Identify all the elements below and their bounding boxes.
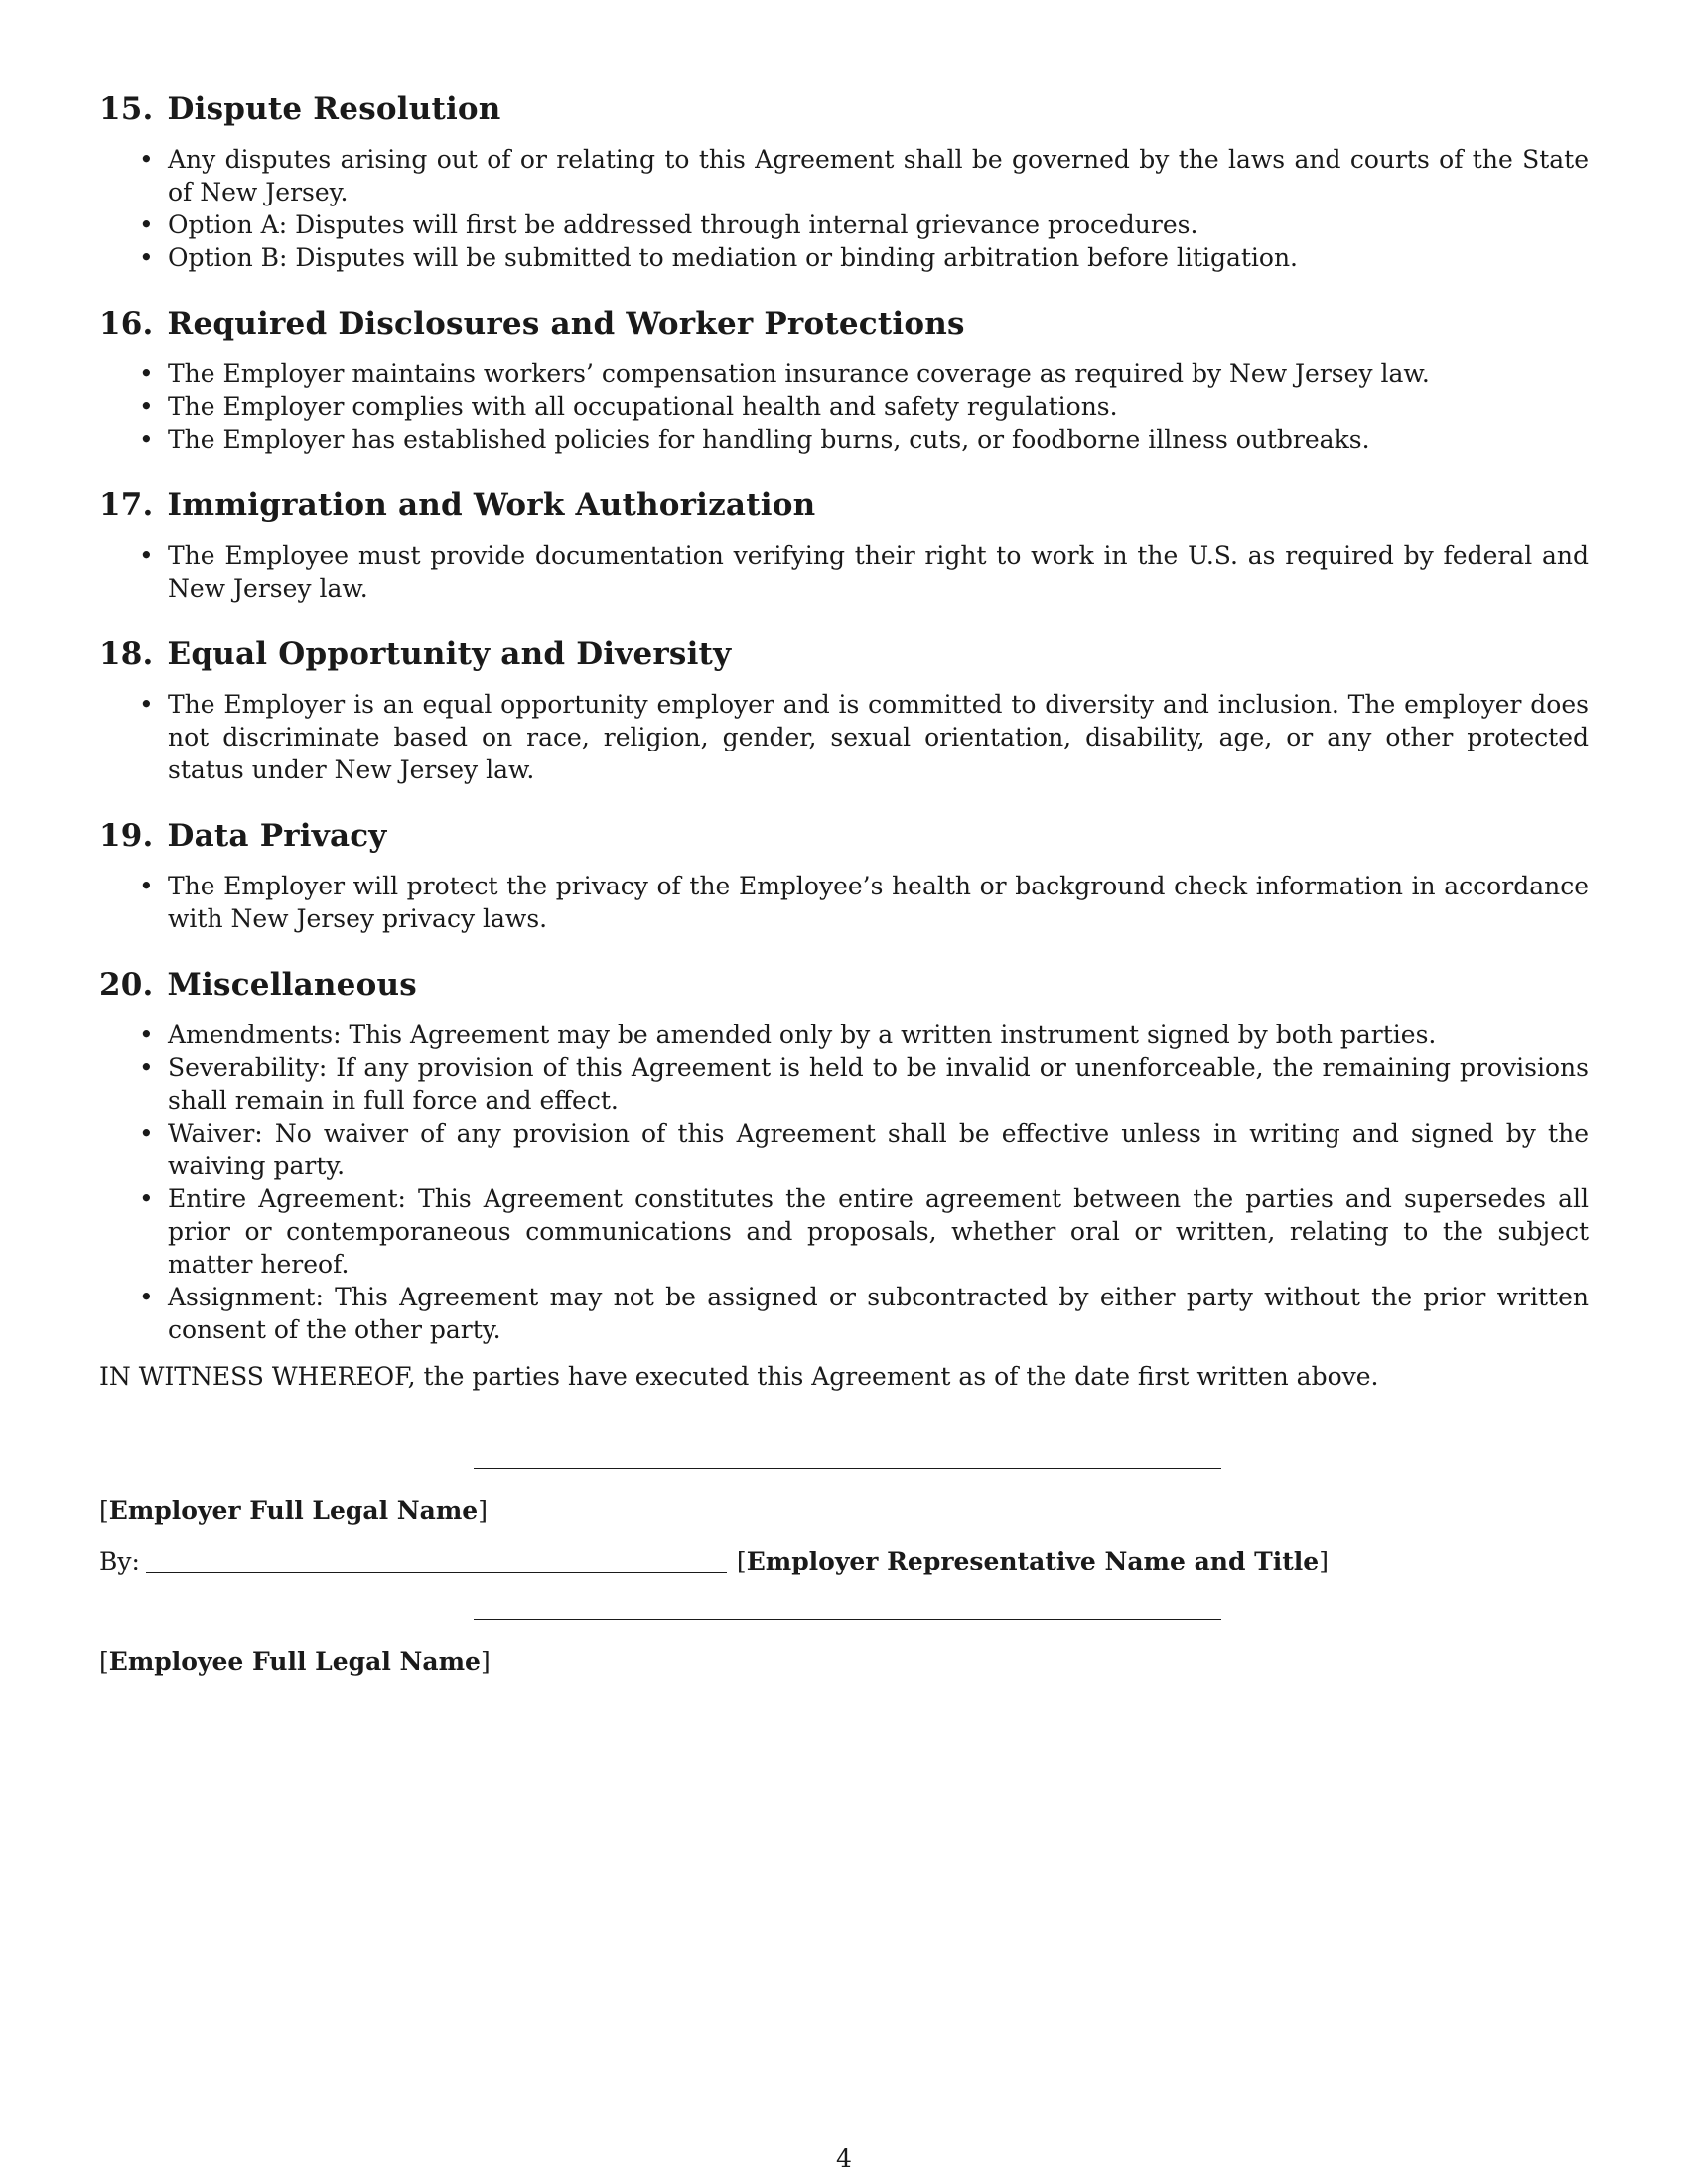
section-heading bbox=[99, 816, 1589, 856]
list-item: • Waiver: No waiver of any provision of this Agreement shall be effective unless in writing and signed by the waiving party. bbox=[99, 1117, 1589, 1182]
section-heading bbox=[99, 304, 1589, 343]
employee-name-block bbox=[99, 1645, 491, 1678]
employee-full-legal-name: Employee Full Legal Name bbox=[108, 1647, 481, 1676]
list-item: • Amendments: This Agreement may be amended only by a written instrument signed by both parties. bbox=[99, 1019, 1589, 1051]
section-number: 19. bbox=[99, 818, 154, 854]
bullet-list bbox=[99, 357, 1589, 456]
bracket-close: ] bbox=[478, 1496, 488, 1525]
employer-name-block bbox=[99, 1494, 488, 1527]
bullet-list bbox=[99, 1019, 1589, 1346]
bracket-open: [ bbox=[736, 1547, 747, 1575]
bullet-list bbox=[99, 143, 1589, 274]
bullet-list bbox=[99, 688, 1589, 786]
by-label: By: bbox=[99, 1547, 140, 1575]
employee-signature-line bbox=[474, 1619, 1221, 1620]
list-item: • Entire Agreement: This Agreement constitutes the entire agreement between the parties and supersedes all prior or contemporaneous communications and proposals, whether oral or written, relating to the subject matter hereof. bbox=[99, 1182, 1589, 1281]
list-item: • The Employee must provide documentation verifying their right to work in the U.S. as required by federal and New Jersey law. bbox=[99, 539, 1589, 605]
section-heading bbox=[99, 965, 1589, 1005]
bracket-close: ] bbox=[1319, 1547, 1329, 1575]
section-18 bbox=[99, 634, 1589, 786]
section-number: 20. bbox=[99, 967, 154, 1003]
section-15 bbox=[99, 89, 1589, 274]
sections-container bbox=[99, 89, 1589, 1346]
document-page bbox=[99, 89, 1589, 1393]
section-title: Data Privacy bbox=[167, 818, 387, 854]
list-item: • Severability: If any provision of this Agreement is held to be invalid or unenforceable, the remaining provisions shall remain in full force and effect. bbox=[99, 1051, 1589, 1117]
section-heading bbox=[99, 485, 1589, 525]
section-heading bbox=[99, 89, 1589, 129]
section-19 bbox=[99, 816, 1589, 935]
section-heading bbox=[99, 634, 1589, 674]
list-item: • The Employer is an equal opportunity employer and is committed to diversity and inclusion. The employer does not discriminate based on race, religion, gender, sexual orientation, disability, age, or any other protected status under New Jersey law. bbox=[99, 688, 1589, 786]
list-item: • The Employer maintains workers’ compensation insurance coverage as required by New Jersey law. bbox=[99, 357, 1589, 390]
bracket-open: [ bbox=[99, 1647, 109, 1676]
section-title: Immigration and Work Authorization bbox=[167, 487, 816, 523]
section-number: 17. bbox=[99, 487, 154, 523]
list-item: • The Employer complies with all occupational health and safety regulations. bbox=[99, 390, 1589, 423]
section-title: Dispute Resolution bbox=[167, 91, 501, 127]
section-number: 16. bbox=[99, 306, 154, 341]
section-16 bbox=[99, 304, 1589, 456]
section-17 bbox=[99, 485, 1589, 605]
list-item: • Any disputes arising out of or relating to this Agreement shall be governed by the laws and courts of the State of New Jersey. bbox=[99, 143, 1589, 208]
bullet-list bbox=[99, 539, 1589, 605]
list-item: • Option B: Disputes will be submitted to mediation or binding arbitration before litigation. bbox=[99, 241, 1589, 274]
page-number: 4 bbox=[836, 2144, 852, 2173]
section-title: Equal Opportunity and Diversity bbox=[167, 636, 732, 672]
bracket-open: [ bbox=[99, 1496, 109, 1525]
witness-statement: IN WITNESS WHEREOF, the parties have executed this Agreement as of the date first written above. bbox=[99, 1362, 1379, 1391]
section-title: Miscellaneous bbox=[167, 967, 417, 1003]
employer-signature-line bbox=[474, 1468, 1221, 1469]
section-title: Required Disclosures and Worker Protections bbox=[167, 306, 965, 341]
section-number: 18. bbox=[99, 636, 154, 672]
bullet-list bbox=[99, 870, 1589, 935]
by-signature-line bbox=[146, 1572, 727, 1573]
employer-representative-name-title: Employer Representative Name and Title bbox=[746, 1547, 1320, 1575]
list-item: • The Employer will protect the privacy of the Employee’s health or background check information in accordance with New Jersey privacy laws. bbox=[99, 870, 1589, 935]
list-item: • The Employer has established policies for handling burns, cuts, or foodborne illness outbreaks. bbox=[99, 423, 1589, 456]
list-item: • Assignment: This Agreement may not be assigned or subcontracted by either party without the prior written consent of the other party. bbox=[99, 1281, 1589, 1346]
employer-full-legal-name: Employer Full Legal Name bbox=[108, 1496, 479, 1525]
employer-by-line bbox=[99, 1545, 1329, 1577]
list-item: • Option A: Disputes will first be addressed through internal grievance procedures. bbox=[99, 208, 1589, 241]
section-20 bbox=[99, 965, 1589, 1346]
bracket-close: ] bbox=[480, 1647, 491, 1676]
section-number: 15. bbox=[99, 91, 154, 127]
